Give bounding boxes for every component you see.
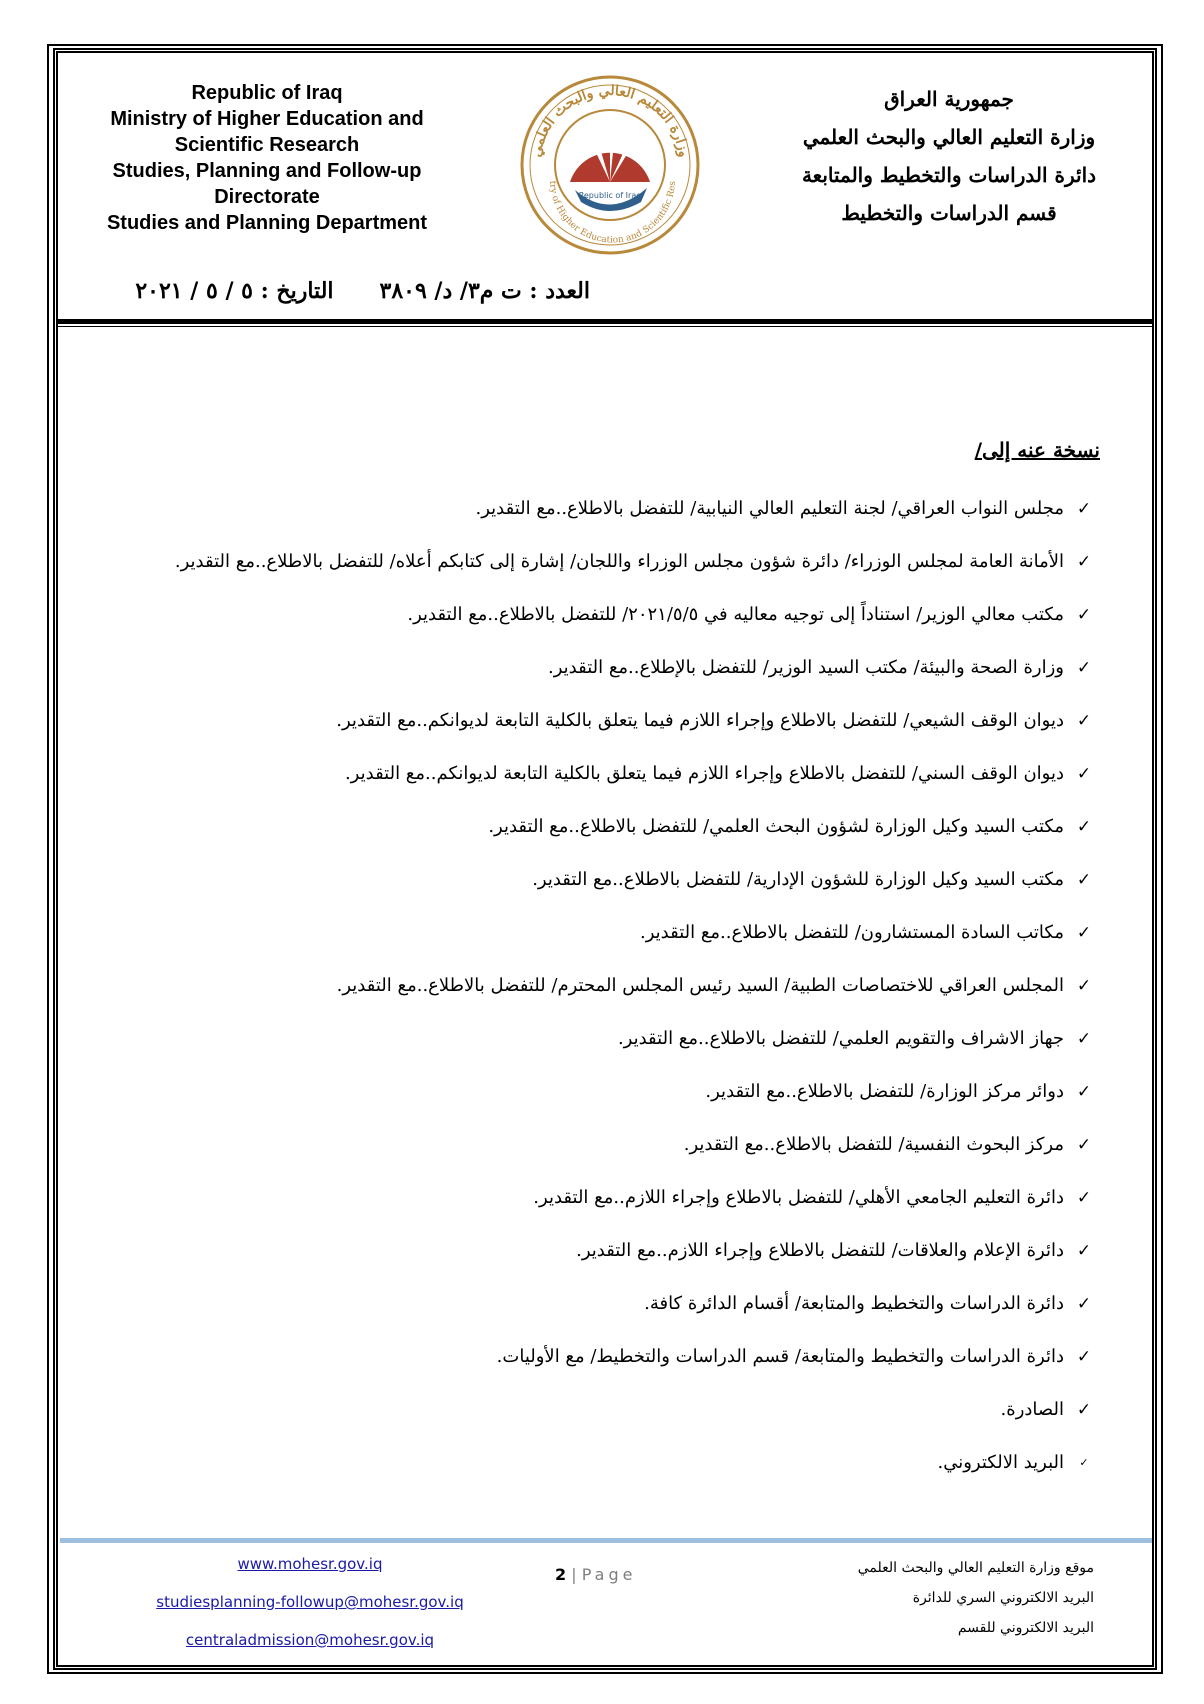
cc-item-text: مكاتب السادة المستشارون/ للتفضل بالاطلاع..مع التقدير. bbox=[639, 922, 1064, 943]
checkmark-icon: ✓ bbox=[1076, 870, 1092, 890]
cc-item-text: مجلس النواب العراقي/ لجنة التعليم العالي النيابية/ للتفضل بالاطلاع..مع التقدير. bbox=[475, 498, 1064, 519]
list-item bbox=[104, 1449, 1104, 1502]
arabic-line-department: قسم الدراسات والتخطيط bbox=[841, 201, 1057, 225]
directorate-email-link[interactable]: studiesplanning-followup@mohesr.gov.iq bbox=[156, 1593, 464, 1611]
list-item bbox=[104, 919, 1104, 972]
checkmark-icon: ✓ bbox=[1076, 658, 1092, 678]
cc-item-text: مكتب معالي الوزير/ استناداً إلى توجيه معاليه في ٢٠٢١/٥/٥/ للتفضل بالاطلاع..مع التقدير. bbox=[407, 604, 1064, 625]
footer-arabic-labels bbox=[794, 1553, 1094, 1643]
list-item bbox=[104, 1396, 1104, 1449]
english-letterhead bbox=[72, 80, 462, 236]
cc-item-text: مكتب السيد وكيل الوزارة لشؤون البحث العلمي/ للتفضل بالاطلاع..مع التقدير. bbox=[488, 816, 1064, 837]
english-line-ministry-1: Ministry of Higher Education and bbox=[110, 108, 424, 130]
website-link[interactable]: www.mohesr.gov.iq bbox=[237, 1555, 383, 1573]
checkmark-icon: ✓ bbox=[1076, 764, 1092, 784]
cc-item-text: مكتب السيد وكيل الوزارة للشؤون الإدارية/ للتفضل بالاطلاع..مع التقدير. bbox=[532, 869, 1064, 890]
list-item bbox=[104, 1343, 1104, 1396]
list-item bbox=[104, 1290, 1104, 1343]
list-item bbox=[104, 548, 1104, 601]
checkmark-icon: ✓ bbox=[1076, 499, 1092, 519]
reference-date-line bbox=[70, 278, 590, 304]
seal-ring-text-top: وزارة التعليم العالي والبحث العلمي bbox=[528, 82, 692, 159]
footer-label-directorate-email: البريد الالكتروني السري للدائرة bbox=[912, 1590, 1094, 1606]
department-email-link[interactable]: centraladmission@mohesr.gov.iq bbox=[185, 1631, 435, 1649]
cc-item-text: الصادرة. bbox=[1000, 1399, 1064, 1420]
cc-item-text: الأمانة العامة لمجلس الوزراء/ دائرة شؤون مجلس الوزراء واللجان/ إشارة إلى كتابكم أعلاه/ للتفضل بالاطلاع..مع التقدير. bbox=[174, 551, 1064, 572]
checkmark-icon: ✓ bbox=[1079, 1456, 1089, 1469]
checkmark-icon: ✓ bbox=[1076, 817, 1092, 837]
reference-number: العدد : ت م٣/ د/ ٣٨٠٩ bbox=[379, 278, 590, 304]
checkmark-icon: ✓ bbox=[1076, 711, 1092, 731]
checkmark-icon: ✓ bbox=[1076, 552, 1092, 572]
cc-item-text: دائرة الدراسات والتخطيط والمتابعة/ أقسام الدائرة كافة. bbox=[644, 1293, 1064, 1314]
footer-label-website: موقع وزارة التعليم العالي والبحث العلمي bbox=[857, 1560, 1094, 1576]
cc-item-text: دائرة الإعلام والعلاقات/ للتفضل بالاطلاع وإجراء اللازم..مع التقدير. bbox=[576, 1240, 1064, 1261]
cc-item-text: ديوان الوقف السني/ للتفضل بالاطلاع وإجراء اللازم فيما يتعلق بالكلية التابعة لديوانكم..مع التقدير. bbox=[344, 763, 1064, 784]
checkmark-icon: ✓ bbox=[1076, 1029, 1092, 1049]
english-line-department: Studies and Planning Department bbox=[106, 212, 428, 234]
english-line-ministry-2: Scientific Research bbox=[174, 134, 360, 156]
seal-inner-text: Republic of Iraq bbox=[578, 191, 642, 200]
list-item bbox=[104, 495, 1104, 548]
page-number bbox=[555, 1565, 636, 1584]
footer-divider bbox=[60, 1538, 1152, 1543]
ministry-seal-icon bbox=[515, 70, 705, 260]
document-date: التاريخ : ٥ / ٥ / ٢٠٢١ bbox=[135, 278, 334, 304]
list-item bbox=[104, 1237, 1104, 1290]
arabic-line-ministry: وزارة التعليم العالي والبحث العلمي bbox=[802, 125, 1096, 149]
cc-item-text: دائرة الدراسات والتخطيط والمتابعة/ قسم الدراسات والتخطيط/ مع الأوليات. bbox=[496, 1346, 1064, 1367]
footer-label-department-email: البريد الالكتروني للقسم bbox=[957, 1620, 1094, 1636]
checkmark-icon: ✓ bbox=[1076, 1400, 1092, 1420]
list-item bbox=[104, 601, 1104, 654]
cc-item-text: المجلس العراقي للاختصاصات الطبية/ السيد رئيس المجلس المحترم/ للتفضل بالاطلاع..مع التقدير. bbox=[336, 975, 1064, 996]
list-item bbox=[104, 1078, 1104, 1131]
checkmark-icon: ✓ bbox=[1076, 976, 1092, 996]
cc-title: نسخة عنه إلى/ bbox=[974, 438, 1100, 462]
list-item bbox=[104, 813, 1104, 866]
checkmark-icon: ✓ bbox=[1076, 1082, 1092, 1102]
cc-item-text: دائرة التعليم الجامعي الأهلي/ للتفضل بالاطلاع وإجراء اللازم..مع التقدير. bbox=[533, 1187, 1064, 1208]
list-item bbox=[104, 972, 1104, 1025]
page-separator: | bbox=[571, 1565, 577, 1584]
list-item bbox=[104, 1131, 1104, 1184]
list-item bbox=[104, 654, 1104, 707]
list-item bbox=[104, 760, 1104, 813]
checkmark-icon: ✓ bbox=[1076, 923, 1092, 943]
seal-ring-text-bottom: try of Higher Education and Scientific Res bbox=[546, 180, 679, 246]
arabic-letterhead bbox=[784, 80, 1114, 232]
english-line-country: Republic of Iraq bbox=[191, 82, 343, 104]
list-item bbox=[104, 707, 1104, 760]
cc-item-text: ديوان الوقف الشيعي/ للتفضل بالاطلاع وإجراء اللازم فيما يتعلق بالكلية التابعة لديوانكم..مع التقدير. bbox=[336, 710, 1064, 731]
cc-item-text: جهاز الاشراف والتقويم العلمي/ للتفضل بالاطلاع..مع التقدير. bbox=[617, 1028, 1064, 1049]
page-word: Page bbox=[581, 1565, 637, 1584]
cc-item-text: مركز البحوث النفسية/ للتفضل بالاطلاع..مع التقدير. bbox=[683, 1134, 1064, 1155]
list-item bbox=[104, 1184, 1104, 1237]
list-item bbox=[104, 866, 1104, 919]
english-line-directorate-2: Directorate bbox=[214, 186, 320, 208]
footer-links bbox=[120, 1545, 500, 1659]
checkmark-icon: ✓ bbox=[1076, 1294, 1092, 1314]
checkmark-icon: ✓ bbox=[1076, 1188, 1092, 1208]
arabic-line-directorate: دائرة الدراسات والتخطيط والمتابعة bbox=[801, 163, 1097, 187]
header-divider bbox=[58, 319, 1152, 324]
checkmark-icon: ✓ bbox=[1076, 1241, 1092, 1261]
header-divider-thin bbox=[58, 326, 1152, 327]
checkmark-icon: ✓ bbox=[1076, 605, 1092, 625]
cc-list bbox=[104, 495, 1104, 1502]
cc-item-text: دوائر مركز الوزارة/ للتفضل بالاطلاع..مع التقدير. bbox=[705, 1081, 1064, 1102]
english-line-directorate-1: Studies, Planning and Follow-up bbox=[112, 160, 422, 182]
cc-item-text: وزارة الصحة والبيئة/ مكتب السيد الوزير/ للتفضل بالإطلاع..مع التقدير. bbox=[547, 657, 1064, 678]
page-number-value: 2 bbox=[555, 1565, 567, 1584]
checkmark-icon: ✓ bbox=[1076, 1135, 1092, 1155]
arabic-line-country: جمهورية العراق bbox=[884, 87, 1014, 111]
checkmark-icon: ✓ bbox=[1076, 1347, 1092, 1367]
list-item bbox=[104, 1025, 1104, 1078]
cc-item-text: البريد الالكتروني. bbox=[937, 1452, 1064, 1473]
